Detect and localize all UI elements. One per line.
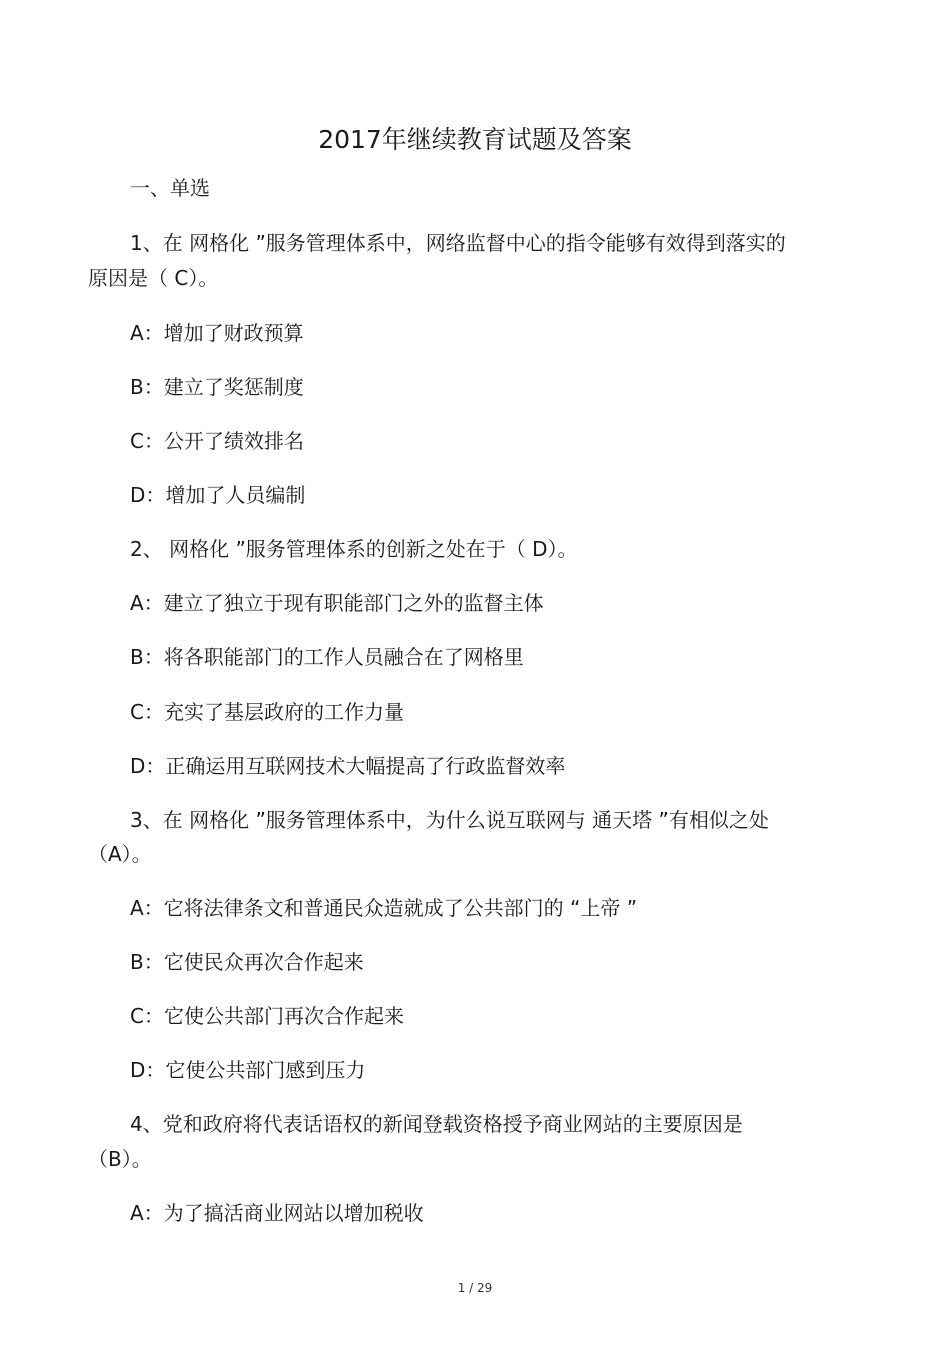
question-3-line-1: 3、在 网格化 ”服务管理体系中，为什么说互联网与 通天塔 ”有相似之处 [130,808,769,832]
question-4-option-a: A：为了搞活商业网站以增加税收 [130,1201,424,1225]
question-3-option-b: B：它使民众再次合作起来 [130,950,364,974]
question-1-line-2: 原因是（ C）。 [88,266,219,290]
question-1-option-d: D：增加了人员编制 [130,483,306,507]
question-1-option-c: C：公开了绩效排名 [130,429,304,453]
section-heading: 一、单选 [130,176,210,200]
question-2-option-a: A：建立了独立于现有职能部门之外的监督主体 [130,591,544,615]
question-2-option-b: B：将各职能部门的工作人员融合在了网格里 [130,645,524,669]
question-3-option-a: A：它将法律条文和普通民众造就成了公共部门的 “上帝 ” [130,896,638,920]
question-1-option-b: B：建立了奖惩制度 [130,375,304,399]
question-2: 2、 网格化 ”服务管理体系的创新之处在于（ D）。 [130,537,578,561]
question-3-option-c: C：它使公共部门再次合作起来 [130,1004,404,1028]
question-1-option-a: A：增加了财政预算 [130,321,304,345]
page-number: 1 / 29 [457,1281,493,1295]
question-1-line-1: 1、在 网格化 ”服务管理体系中，网络监督中心的指令能够有效得到落实的 [130,231,786,255]
question-2-option-d: D：正确运用互联网技术大幅提高了行政监督效率 [130,754,566,778]
question-2-option-c: C：充实了基层政府的工作力量 [130,700,404,724]
question-3-line-2: （A）。 [88,842,152,866]
question-4-line-1: 4、党和政府将代表话语权的新闻登载资格授予商业网站的主要原因是 [130,1112,743,1136]
question-4-line-2: （B）。 [88,1147,152,1171]
question-3-option-d: D：它使公共部门感到压力 [130,1058,366,1082]
document-title: 2017年继续教育试题及答案 [318,125,632,154]
